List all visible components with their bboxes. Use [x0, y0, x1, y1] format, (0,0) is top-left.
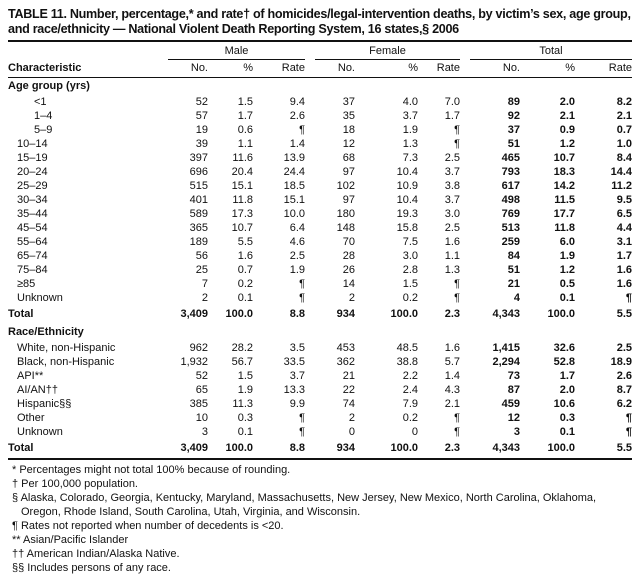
cell: 17.3: [231, 208, 253, 220]
header-spacer: [8, 41, 158, 60]
cell: 7.3: [402, 152, 418, 164]
table-row: [8, 369, 632, 383]
cell: 0.3: [237, 412, 253, 424]
total-row: [8, 439, 632, 459]
table-row: [8, 235, 632, 249]
cell: 8.8: [289, 308, 305, 320]
row-label: 30–34: [17, 194, 48, 206]
table-body: [8, 78, 632, 460]
column-header: Rate: [575, 60, 632, 78]
cell: 1.4: [444, 370, 460, 382]
cell: 0.2: [402, 292, 418, 304]
row-label: Black, non-Hispanic: [17, 356, 115, 368]
cell: 3: [513, 426, 520, 438]
cell: 513: [501, 222, 520, 234]
cell: 24.4: [283, 166, 305, 178]
row-label: 1–4: [34, 110, 53, 122]
cell: 52: [195, 370, 208, 382]
footnotes: [12, 463, 641, 575]
cell: 2.3: [418, 439, 460, 459]
row-label: Total: [8, 439, 158, 459]
cell: ¶: [625, 426, 633, 438]
cell: 89: [507, 96, 520, 108]
cell: 3.7: [444, 166, 460, 178]
cell: 1.5: [237, 96, 253, 108]
cell: 3: [201, 426, 208, 438]
cell: 100.0: [355, 439, 418, 459]
cell: 4.4: [616, 222, 633, 234]
cell: 19: [195, 124, 208, 136]
cell: 102: [336, 180, 355, 192]
cell: 3.7: [444, 194, 460, 206]
cell: 2.5: [616, 342, 633, 354]
cell: 365: [189, 222, 208, 234]
cell: 11.8: [554, 222, 575, 234]
cell: 100.0: [547, 308, 575, 320]
cell: 10: [195, 412, 208, 424]
table-row: [8, 383, 632, 397]
section-label: Race/Ethnicity: [8, 326, 84, 338]
cell: 1.7: [237, 110, 253, 122]
cell: 17.7: [553, 208, 575, 220]
cell: 2.1: [616, 110, 633, 122]
cell: 2,294: [492, 356, 520, 368]
table-row: [8, 95, 632, 109]
cell: 4,343: [492, 308, 520, 320]
cell: 32.6: [553, 342, 575, 354]
row-label: 75–84: [17, 264, 48, 276]
cell: 51: [507, 264, 520, 276]
cell: 15.8: [396, 222, 418, 234]
cell: 0.2: [237, 278, 253, 290]
cell: 1.0: [616, 138, 633, 150]
footnote: * Percentages might not total 100% because of rounding.: [12, 464, 291, 476]
cell: 12: [342, 138, 355, 150]
row-label: 65–74: [17, 250, 48, 262]
cell: 696: [189, 166, 208, 178]
cell: 459: [501, 398, 520, 410]
cell: 15.1: [231, 180, 253, 192]
cell: 28: [342, 250, 355, 262]
cell: 2.0: [559, 96, 575, 108]
cell: 5.5: [237, 236, 253, 248]
footnote: † Per 100,000 population.: [12, 478, 138, 490]
cell: ¶: [454, 426, 460, 438]
cell: 1.5: [237, 370, 253, 382]
footnote: Oregon, Rhode Island, South Carolina, Utah, Virginia, and Wisconsin.: [21, 506, 361, 518]
cell: 0.1: [559, 426, 575, 438]
cell: 14.4: [610, 166, 633, 178]
cell: 7.5: [402, 236, 418, 248]
table-row: [8, 411, 632, 425]
table-row: [8, 397, 632, 411]
cell: 1.7: [559, 370, 575, 382]
cell: 3,409: [180, 308, 208, 320]
cell: 11.3: [232, 398, 253, 410]
cell: 52: [195, 96, 208, 108]
cell: 18: [342, 124, 355, 136]
cell: 48.5: [396, 342, 418, 354]
cell: ¶: [454, 292, 460, 304]
column-header: Characteristic: [8, 60, 158, 78]
cell: 2: [348, 412, 355, 424]
cell: 97: [342, 194, 355, 206]
cell: 7: [201, 278, 208, 290]
cell: 3.8: [444, 180, 460, 192]
row-label: Hispanic§§: [17, 398, 72, 410]
cell: 4,343: [460, 439, 520, 459]
cell: 362: [336, 356, 355, 368]
row-label: 35–44: [17, 208, 48, 220]
cell: 401: [189, 194, 208, 206]
cell: 10.7: [231, 222, 253, 234]
column-header: No.: [305, 60, 355, 78]
cell: 9.4: [289, 96, 305, 108]
cell: 100.0: [225, 308, 253, 320]
cell: 934: [305, 439, 355, 459]
cell: 189: [189, 236, 208, 248]
cell: 0.5: [559, 278, 575, 290]
cell: 28.2: [231, 342, 253, 354]
cell: 0.2: [402, 412, 418, 424]
cell: 0.3: [559, 412, 575, 424]
cell: 2.5: [444, 222, 460, 234]
cell: 37: [507, 124, 520, 136]
cell: 453: [336, 342, 355, 354]
cell: 11.2: [611, 180, 633, 192]
row-label: 45–54: [17, 222, 48, 234]
cell: 15.1: [283, 194, 305, 206]
cell: 1.2: [559, 264, 575, 276]
cell: 259: [501, 236, 520, 248]
cell: 0.9: [559, 124, 575, 136]
cell: 4.6: [289, 236, 305, 248]
cell: 2.1: [559, 110, 575, 122]
cell: ¶: [454, 278, 460, 290]
table-row: [8, 151, 632, 165]
cell: 1.9: [237, 384, 253, 396]
cell: 92: [507, 110, 520, 122]
cell: 962: [189, 342, 208, 354]
cell: 87: [507, 384, 520, 396]
cell: 14.2: [553, 180, 575, 192]
cell: 2.0: [559, 384, 575, 396]
row-label: Total: [8, 308, 34, 320]
footnote: ** Asian/Pacific Islander: [12, 534, 129, 546]
table-row: [8, 193, 632, 207]
cell: ¶: [299, 292, 305, 304]
column-header: %: [355, 60, 418, 78]
cell: 5.5: [616, 308, 633, 320]
group-total-cell: [460, 41, 632, 60]
cell: 1.7: [616, 250, 633, 262]
cell: 20.4: [231, 166, 253, 178]
cell: 21: [342, 370, 355, 382]
cell: 2.2: [402, 370, 418, 382]
group-female-cell: [305, 41, 460, 60]
cell: 25: [195, 264, 208, 276]
cell: 1.6: [237, 250, 253, 262]
cell: 3.5: [289, 342, 305, 354]
cell: 57: [195, 110, 208, 122]
column-header: %: [208, 60, 253, 78]
cell: 9.5: [616, 194, 633, 206]
row-label: 10–14: [17, 138, 48, 150]
cell: 515: [189, 180, 208, 192]
column-header: %: [520, 60, 575, 78]
cell: 10.4: [396, 194, 418, 206]
cell: 1.6: [444, 342, 460, 354]
cell: 0.1: [559, 292, 575, 304]
cell: 14: [342, 278, 355, 290]
section-header: [8, 78, 632, 96]
cell: ¶: [625, 412, 633, 424]
section-header: [8, 324, 632, 341]
cell: 1.6: [616, 278, 633, 290]
footnote: §§ Includes persons of any race.: [12, 562, 171, 574]
cell: 11.8: [232, 194, 253, 206]
cell: 10.4: [396, 166, 418, 178]
cell: 2.6: [616, 370, 633, 382]
cell: 3.0: [444, 208, 460, 220]
cell: 35: [342, 110, 355, 122]
row-label: AI/AN††: [17, 384, 58, 396]
cell: 0.1: [237, 292, 253, 304]
cell: 7.9: [402, 398, 418, 410]
cell: ¶: [454, 412, 460, 424]
cell: 51: [507, 138, 520, 150]
table-row: [8, 109, 632, 123]
cell: 100.0: [208, 439, 253, 459]
row-label: 55–64: [17, 236, 48, 248]
cell: 26: [342, 264, 355, 276]
cell: 37: [342, 96, 355, 108]
cell: ¶: [454, 138, 460, 150]
row-label: <1: [34, 96, 47, 108]
cell: 5.5: [575, 439, 632, 459]
footnote: § Alaska, Colorado, Georgia, Kentucky, Maryland, Massachusetts, New Jersey, New Mexico, North Carolina, Oklahoma,: [12, 492, 597, 504]
table-row: [8, 221, 632, 235]
cell: 0.6: [237, 124, 253, 136]
table-row: [8, 165, 632, 179]
group-total: Total: [470, 43, 632, 60]
column-header: Rate: [253, 60, 305, 78]
cell: 0: [348, 426, 355, 438]
cell: 3.7: [402, 110, 418, 122]
cell: 39: [195, 138, 208, 150]
cell: 1.6: [444, 236, 460, 248]
cell: 18.9: [610, 356, 633, 368]
cell: 385: [189, 398, 208, 410]
row-label: ≥85: [17, 278, 36, 290]
cell: 33.5: [283, 356, 305, 368]
table-title: TABLE 11. Number, percentage,* and rate† of homicides/legal-intervention deaths, by victim’s sex, age group, and race/ethnicity — National Violent Death Reporting System, 16 states,§ 2006: [8, 7, 631, 36]
cell: 22: [342, 384, 355, 396]
row-label: API**: [17, 370, 44, 382]
cell: 4: [513, 292, 520, 304]
cell: 793: [501, 166, 520, 178]
cell: 1.6: [616, 264, 633, 276]
group-male: Male: [168, 43, 305, 60]
cell: 84: [507, 250, 520, 262]
column-header: No.: [460, 60, 520, 78]
cell: 13.9: [283, 152, 305, 164]
total-row: [8, 305, 632, 324]
table-row: [8, 123, 632, 137]
cell: 2.3: [444, 308, 460, 320]
table-row: [8, 207, 632, 221]
cell: 8.7: [616, 384, 633, 396]
cell: 0: [411, 426, 418, 438]
cell: 8.4: [616, 152, 633, 164]
cell: ¶: [299, 278, 305, 290]
cell: 38.8: [396, 356, 418, 368]
cell: 6.2: [616, 398, 633, 410]
table-row: [8, 249, 632, 263]
row-label: 25–29: [17, 180, 48, 192]
cell: 3.0: [402, 250, 418, 262]
cell: 589: [189, 208, 208, 220]
cell: 70: [342, 236, 355, 248]
cell: 2: [201, 292, 208, 304]
cell: 21: [507, 278, 520, 290]
cell: 465: [501, 152, 520, 164]
cell: 1,932: [180, 356, 208, 368]
cell: 6.0: [559, 236, 575, 248]
cell: ¶: [299, 412, 305, 424]
cell: 8.2: [616, 96, 633, 108]
table-row: [8, 291, 632, 305]
cell: 1,415: [492, 342, 520, 354]
row-label: 20–24: [17, 166, 48, 178]
cell: 12: [507, 412, 520, 424]
row-label: White, non-Hispanic: [17, 342, 116, 354]
table-row: [8, 341, 632, 355]
cell: 1.9: [402, 124, 418, 136]
cell: 6.4: [289, 222, 305, 234]
cell: 2.4: [402, 384, 418, 396]
row-label: Unknown: [17, 426, 63, 438]
cell: 0.1: [237, 426, 253, 438]
cell: 13.3: [283, 384, 305, 396]
cell: 3.7: [289, 370, 305, 382]
cell: 18.5: [283, 180, 305, 192]
cell: 1.3: [444, 264, 460, 276]
cell: 6.5: [616, 208, 633, 220]
cell: 11.5: [554, 194, 575, 206]
cell: ¶: [299, 124, 305, 136]
cell: 100.0: [520, 439, 575, 459]
cell: 68: [342, 152, 355, 164]
cell: 180: [336, 208, 355, 220]
data-table: [8, 40, 632, 460]
cell: ¶: [299, 426, 305, 438]
cell: 2.8: [402, 264, 418, 276]
footnote: ¶ Rates not reported when number of decedents is <20.: [12, 520, 284, 532]
cell: 498: [501, 194, 520, 206]
row-label: Other: [17, 412, 45, 424]
cell: 56.7: [231, 356, 253, 368]
cell: 4.3: [444, 384, 460, 396]
cell: 1.9: [559, 250, 575, 262]
cell: 2.5: [289, 250, 305, 262]
table-row: [8, 179, 632, 193]
cell: 10.6: [553, 398, 575, 410]
group-female: Female: [315, 43, 460, 60]
table-row: [8, 355, 632, 369]
cell: 10.0: [283, 208, 305, 220]
cell: 7.0: [444, 96, 460, 108]
cell: 0.7: [237, 264, 253, 276]
cell: 2: [348, 292, 355, 304]
cell: ¶: [625, 292, 633, 304]
cell: 8.8: [253, 439, 305, 459]
cell: 10.9: [396, 180, 418, 192]
group-male-cell: [158, 41, 305, 60]
row-label: 5–9: [34, 124, 53, 136]
cell: 52.8: [553, 356, 575, 368]
cell: 1.7: [444, 110, 460, 122]
cell: 65: [195, 384, 208, 396]
cell: 74: [342, 398, 355, 410]
cell: 148: [336, 222, 355, 234]
table-row: [8, 277, 632, 291]
column-header: No.: [158, 60, 208, 78]
cell: 4.0: [402, 96, 418, 108]
row-label: 15–19: [17, 152, 48, 164]
cell: 1.1: [444, 250, 460, 262]
cell: 3.1: [616, 236, 633, 248]
column-header: Rate: [418, 60, 460, 78]
cell: 2.1: [444, 398, 460, 410]
row-label: Unknown: [17, 292, 63, 304]
cell: 73: [507, 370, 520, 382]
cell: 19.3: [396, 208, 418, 220]
cell: 1.2: [559, 138, 575, 150]
cell: 100.0: [390, 308, 418, 320]
cell: 1.1: [237, 138, 253, 150]
cell: 9.9: [289, 398, 305, 410]
cell: 56: [195, 250, 208, 262]
cell: 934: [336, 308, 355, 320]
cell: 2.6: [289, 110, 305, 122]
cell: 11.6: [232, 152, 253, 164]
cell: 18.3: [553, 166, 575, 178]
cell: 397: [189, 152, 208, 164]
cell: 1.5: [402, 278, 418, 290]
cell: 1.4: [289, 138, 305, 150]
cell: 97: [342, 166, 355, 178]
table-row: [8, 263, 632, 277]
cell: ¶: [454, 124, 460, 136]
footnote: †† American Indian/Alaska Native.: [12, 548, 180, 560]
cell: 10.7: [553, 152, 575, 164]
table-row: [8, 137, 632, 151]
cell: 2.5: [444, 152, 460, 164]
cell: 0.7: [616, 124, 633, 136]
cell: 1.3: [402, 138, 418, 150]
section-label: Age group (yrs): [8, 80, 90, 92]
table-row: [8, 425, 632, 439]
column-header-row: [8, 60, 632, 78]
cell: 5.7: [444, 356, 460, 368]
cell: 769: [501, 208, 520, 220]
cell: 1.9: [289, 264, 305, 276]
cell: 617: [501, 180, 520, 192]
cell: 3,409: [158, 439, 208, 459]
